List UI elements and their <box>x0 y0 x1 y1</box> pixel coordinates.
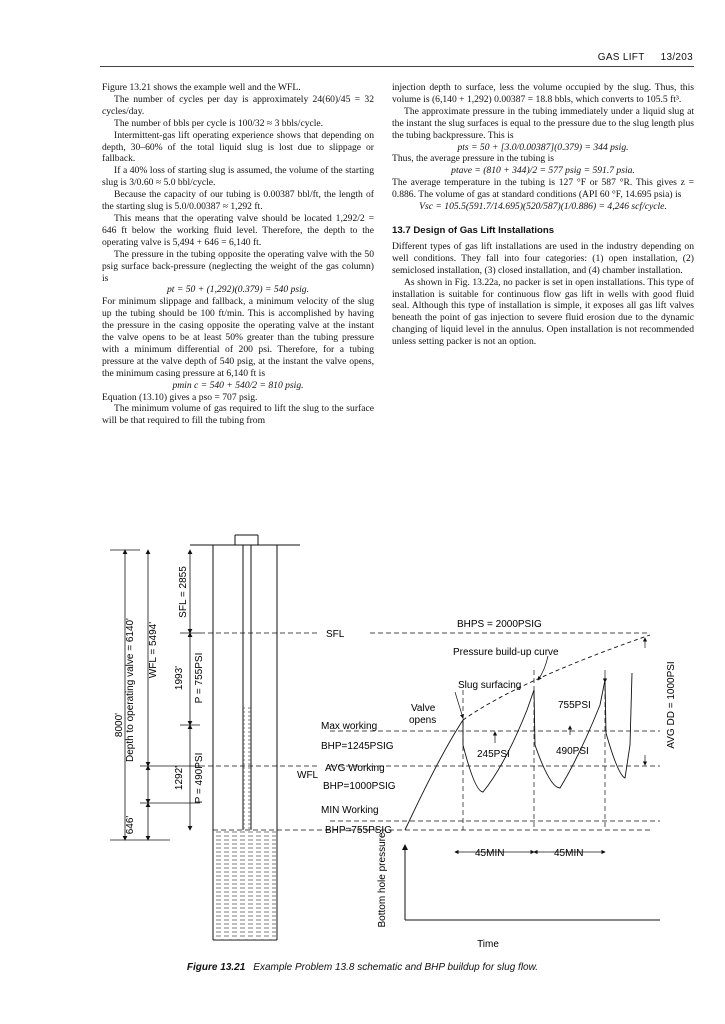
label-245psi: 245PSI <box>477 749 510 760</box>
dim-646: 646' <box>125 815 136 835</box>
paragraph: The average temperature in the tubing is 127 °F or 587 °R. This gives z = 0.886. The volume of gas at standard conditions (API 60 °F, 14.695 psia) is <box>392 177 694 201</box>
label-wfl: WFL <box>297 770 319 781</box>
running-header <box>598 52 693 63</box>
dim-p755: P = 755PSI <box>194 652 205 704</box>
label-buildup: Pressure build-up curve <box>453 647 559 658</box>
paragraph: This means that the operating valve should be located 1,292/2 = 646 ft below the working fluid level. Therefore, the depth to the operating valve is 5,494 + 646 = 6,140 ft. <box>102 212 374 248</box>
label-max-working: Max working <box>321 721 378 732</box>
equation: pt = 50 + (1,292)(0.379) = 540 psig. <box>167 284 309 296</box>
paragraph: Equation (13.10) gives a pso = 707 psig. <box>102 391 258 403</box>
caption-text: Example Problem 13.8 schematic and BHP buildup for slug flow. <box>253 962 539 973</box>
right-column <box>392 82 694 348</box>
paragraph: Thus, the average pressure in the tubing is <box>392 153 554 165</box>
paragraph: The minimum volume of gas required to lift the slug to the surface will be that required to fill the tubing from <box>102 403 374 427</box>
equation: pmin c = 540 + 540/2 = 810 psig. <box>172 379 304 391</box>
left-column <box>102 82 374 427</box>
label-avg-working: AVG Working <box>325 763 385 774</box>
header-page: 13/203 <box>660 52 693 63</box>
label-bhp-1245: BHP=1245PSIG <box>321 741 394 752</box>
paragraph: The approximate pressure in the tubing immediately under a liquid slug at the instant the slug surfaces is equal to the pressure due to the slug length plus the tubing backpressure. This is <box>392 105 694 141</box>
figure-13-21 <box>0 530 725 960</box>
well-schematic <box>190 535 300 940</box>
caption-label: Figure 13.21 <box>186 962 246 973</box>
label-45min-2: 45MIN <box>554 848 584 859</box>
label-45min-1: 45MIN <box>475 848 505 859</box>
annotation-arrows <box>455 638 645 852</box>
label-bhps: BHPS = 2000PSIG <box>457 619 542 630</box>
paragraph: If a 40% loss of starting slug is assumed, the volume of the starting slug is 3/0.60 ≈ 5.0 bbl/cycle. <box>102 165 374 189</box>
dim-depth-valve: Depth to operating valve = 6140' <box>125 618 136 762</box>
label-valve-opens-1: Valve <box>411 703 436 714</box>
label-valve-opens-2: opens <box>409 715 437 726</box>
dim-1292: 1292' <box>174 765 185 791</box>
bhp-curve <box>405 635 650 830</box>
dim-8000: 8000' <box>114 712 125 738</box>
dim-sfl: SFL = 2855 <box>178 566 189 618</box>
paragraph: The number of bbls per cycle is 100/32 ≈ 3 bbls/cycle. <box>114 117 324 129</box>
label-avg-dd: AVG DD = 1000PSI <box>666 661 677 749</box>
paragraph: Figure 13.21 shows the example well and the WFL. <box>102 82 301 93</box>
figure-caption <box>0 962 725 973</box>
section-heading: 13.7 Design of Gas Lift Installations <box>392 224 555 236</box>
equation: Vsc = 105.5(591.7/14.695)(520/587)(1/0.886) = 4,246 scf/cycle. <box>419 201 667 213</box>
label-bhp-755: BHP=755PSIG <box>325 825 392 836</box>
paragraph: Different types of gas lift installations are used in the industry depending on well conditions. They fall into four categories: (1) open installation, (2) semiclosed installation, (3) closed installation, and (4) chamber installation. <box>392 240 694 276</box>
paragraph: The number of cycles per day is approximately 24(60)/45 = 32 cycles/day. <box>102 93 374 117</box>
label-755psi: 755PSI <box>558 700 591 711</box>
label-min-working: MIN Working <box>321 805 379 816</box>
paragraph: Intermittent-gas lift operating experience shows that depending on depth, 30–60% of the total liquid slug is lost due to slippage or fallback. <box>102 129 374 165</box>
level-lines <box>200 633 660 830</box>
dim-1993: 1993' <box>174 665 185 691</box>
paragraph: For minimum slippage and fallback, a minimum velocity of the slug up the tubing should be 100 ft/min. This is accomplished by having the pressure in the casing opposite the operating valve at the instant the valve opens to be at least 50% greater than the tubing pressure with a minimum differential of 200 psi. Therefore, for a tubing pressure at the valve depth of 540 psig, at the instant the valve opens, the minimum casing pressure at 6,140 ft is <box>102 296 374 379</box>
x-axis-label: Time <box>477 939 499 950</box>
paragraph: Because the capacity of our tubing is 0.00387 bbl/ft, the length of the starting slug is 5.0/0.00387 ≈ 1,292 ft. <box>102 189 374 213</box>
equation: pts = 50 + [3.0/0.00387](0.379) = 344 psig. <box>457 141 629 153</box>
label-sfl: SFL <box>326 629 345 640</box>
equation: ptave = (810 + 344)/2 = 577 psig = 591.7 psia. <box>451 165 635 177</box>
plot-axes <box>405 845 660 920</box>
dim-p490: P = 490PSI <box>194 752 205 804</box>
header-rule <box>100 66 694 67</box>
dim-wfl: WFL = 5494' <box>148 621 159 679</box>
label-490psi: 490PSI <box>556 746 589 757</box>
y-axis-label-1: Bottom hole pressure <box>377 832 388 928</box>
label-slug-surfacing: Slug surfacing <box>458 680 522 691</box>
label-bhp-1000: BHP=1000PSIG <box>323 781 396 792</box>
paragraph: The pressure in the tubing opposite the operating valve with the 50 psig surface back-pressure (neglecting the weight of the gas column) is <box>102 248 374 284</box>
paragraph: injection depth to surface, less the volume occupied by the slug. Thus, this volume is (6,140 + 1,292) 0.00387 = 18.8 bbls, which converts to 105.5 ft³. <box>392 82 694 105</box>
paragraph: As shown in Fig. 13.22a, no packer is set in open installations. This type of installation is suitable for continuous flow gas lift in wells with good fluid seal. Although this type of installation is simple, it exposes all gas lift valves beneath the point of gas injection to severe fluid erosion due to the dynamic changing of liquid level in the annulus. Open installation is not recommended unless setting packer is not an option. <box>392 276 694 348</box>
header-section: GAS LIFT <box>597 52 645 63</box>
